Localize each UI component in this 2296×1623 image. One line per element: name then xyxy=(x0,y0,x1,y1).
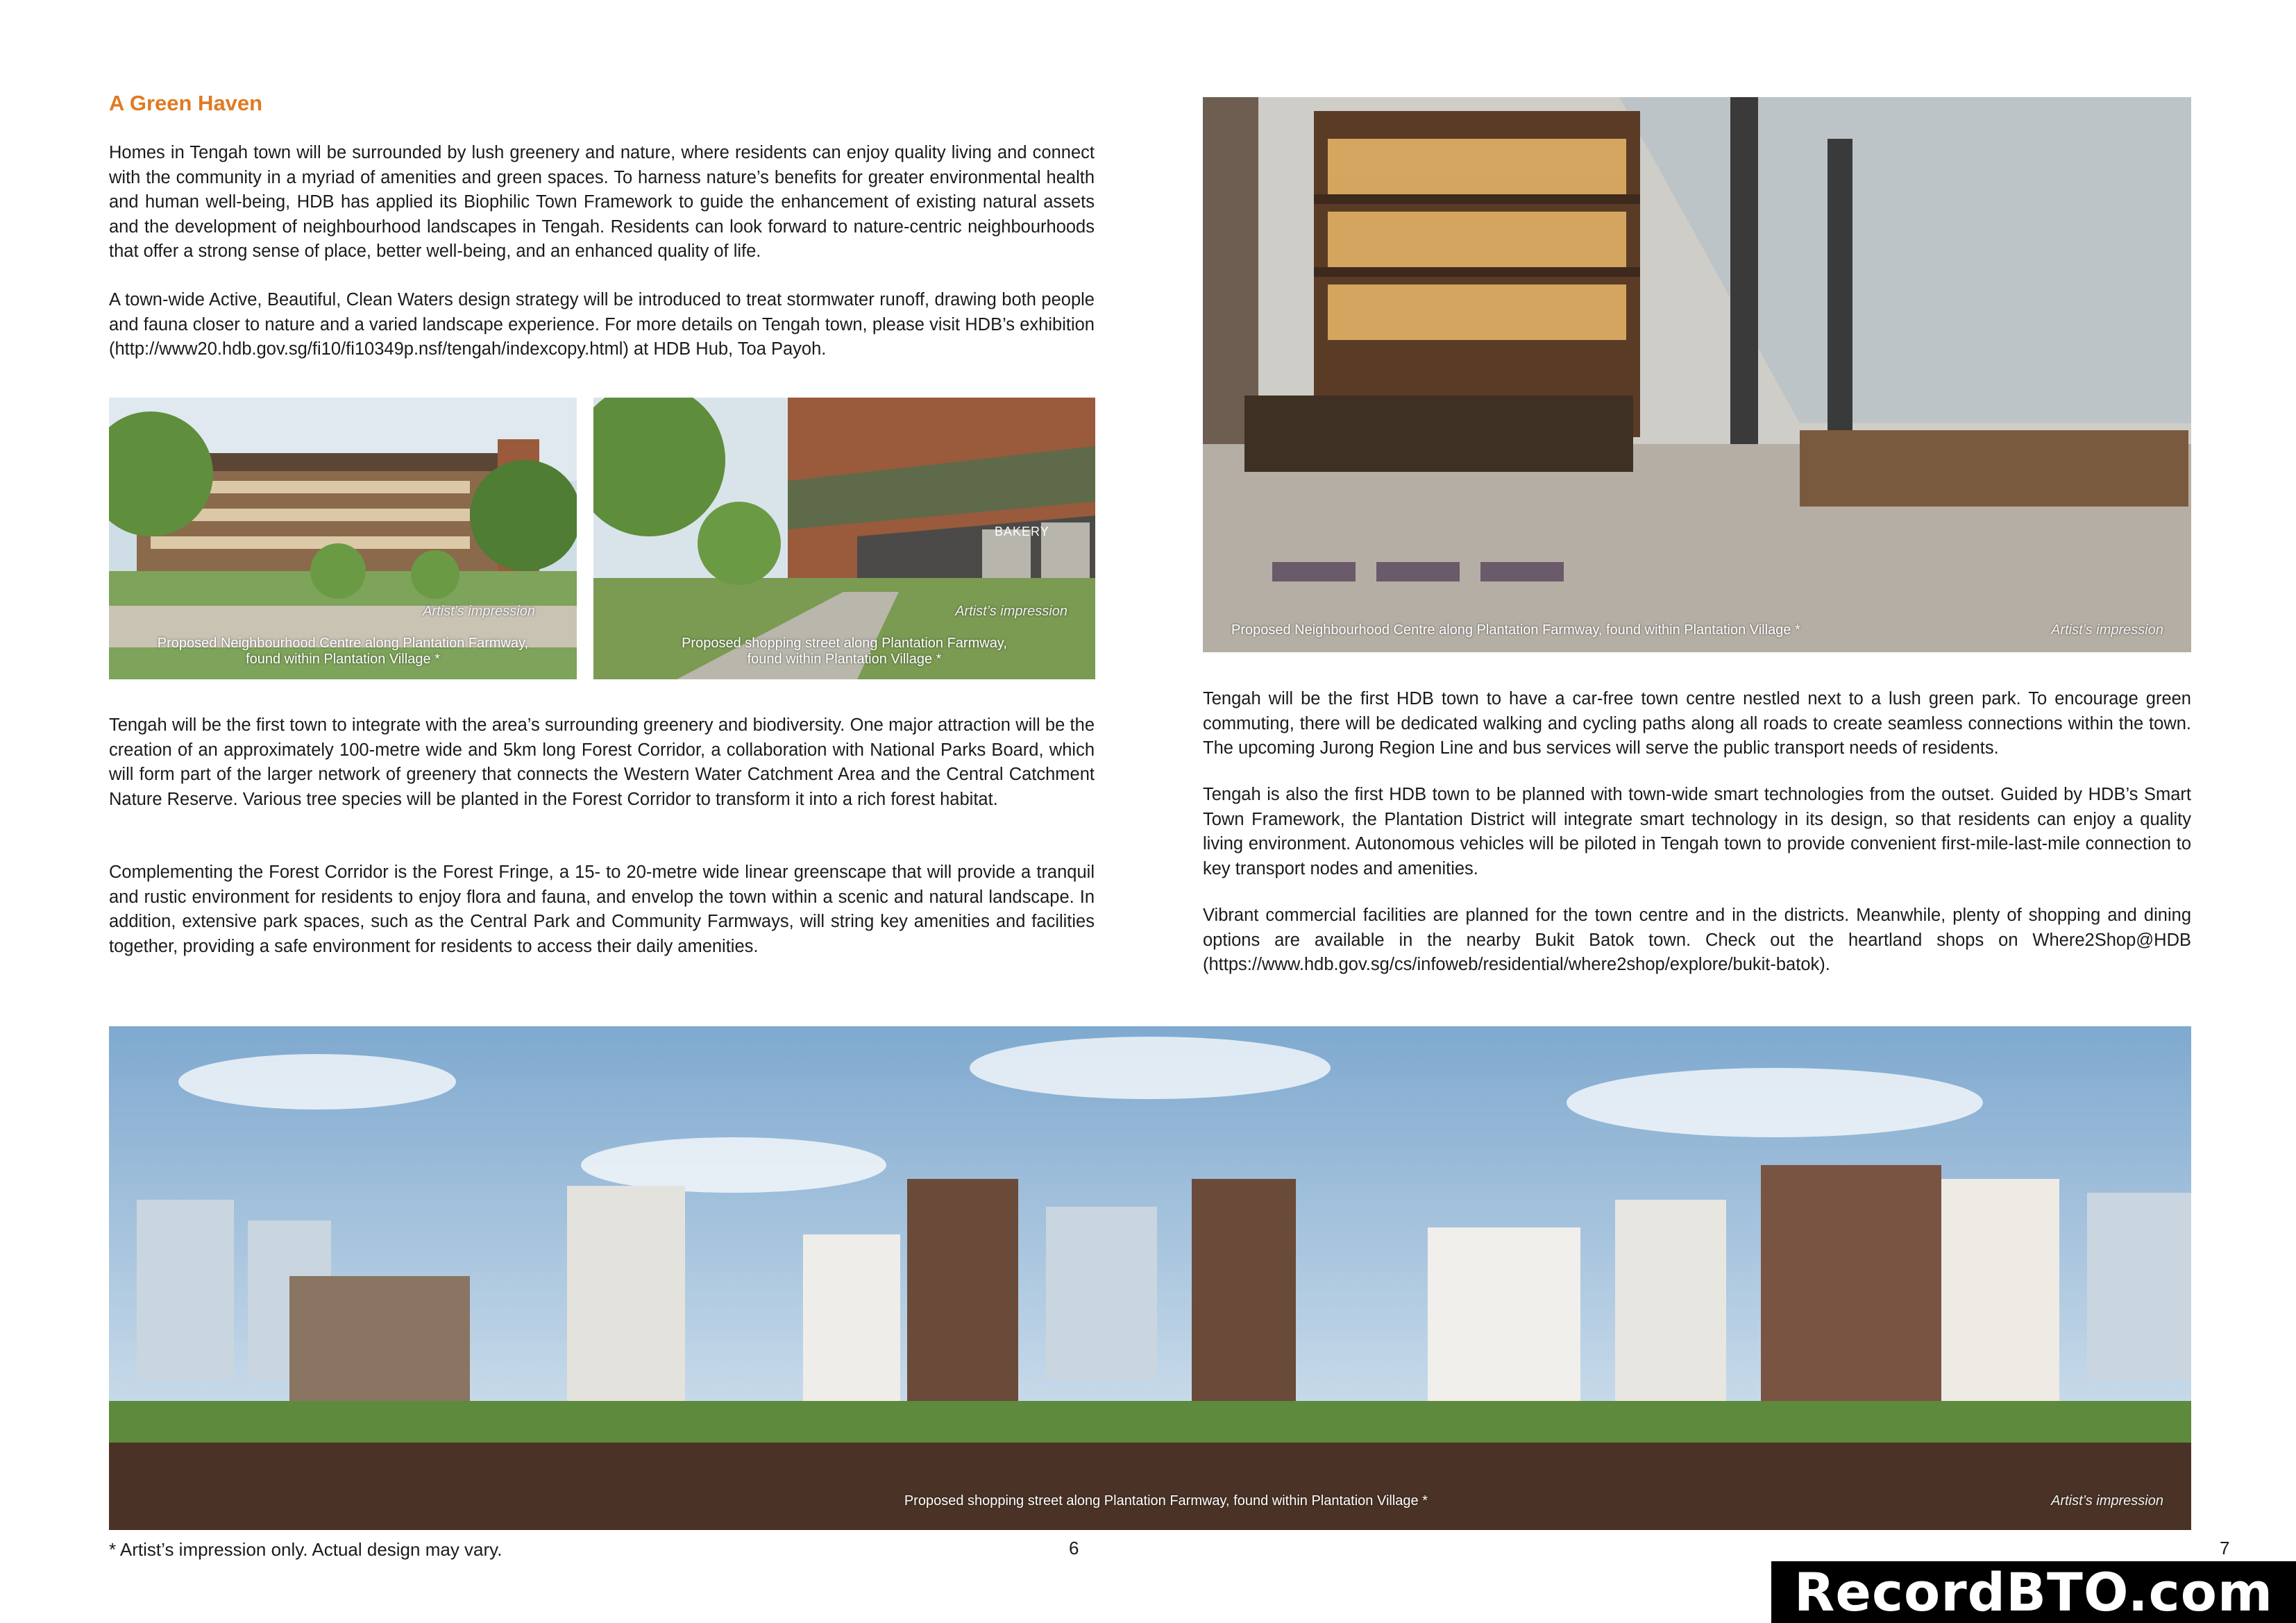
intro-paragraph: Homes in Tengah town will be surrounded by lush greenery and nature, where residents can enjoy quality living and connect with the community in a myriad of amenities and green spaces. To harness nature’s benefits for greater environmental health and human well-being, HDB has applied its Biophilic Town Framework to guide the enhancement of existing natural assets and the development of neighbourhood landscapes in Tengah. Residents can look forward to nature-centric neighbourhoods that offer a strong sense of place, better well-being, and an enhanced quality of life. xyxy=(109,143,1095,261)
commercial-paragraph: Vibrant commercial facilities are planned for the town centre and in the districts. Meanwhile, plenty of shopping and dining options are available in the nearby Bukit Batok town. Check out the heartland shops on Where2Shop@HDB (https://www.hdb.gov.sg/cs/infoweb/residential/where2shop/explore/bukit-batok). xyxy=(1203,906,2191,974)
page-number-right: 7 xyxy=(2220,1538,2230,1558)
panorama-caption: Proposed shopping street along Plantation Farmway, found within Plantation Village * xyxy=(904,1493,1428,1509)
caption-line: Proposed Neighbourhood Centre along Plantation Farmway, xyxy=(157,636,529,651)
caption-line: found within Plantation Village * xyxy=(747,652,942,667)
neighbourhood-centre-atrium-image xyxy=(1203,97,2191,652)
abc-waters-paragraph: A town-wide Active, Beautiful, Clean Waters design strategy will be introduced to treat stormwater runoff, drawing both people and fauna closer to nature and a varied landscape experience. For more details on Tengah town, please visit HDB’s exhibition (http://www20.hdb.gov.sg/fi10/fi10349p.nsf/tengah/indexcopy.html) at HDB Hub, Toa Payoh. xyxy=(109,290,1095,359)
caption-line: found within Plantation Village * xyxy=(246,652,440,667)
forest-fringe-paragraph: Complementing the Forest Corridor is the Forest Fringe, a 15- to 20-metre wide linear greenscape that will provide a tranquil and rustic environment for residents to enjoy flora and fauna, and envelop the town within a scenic and natural landscape. In addition, extensive park spaces, such as the Central Park and Community Farmways, will string key amenities and facilities together, providing a safe environment for residents to access their daily amenities. xyxy=(109,863,1095,956)
artist-impression-label: Artist’s impression xyxy=(955,604,1067,619)
section-heading: A Green Haven xyxy=(109,91,263,115)
neighbourhood-centre-image xyxy=(109,398,577,679)
artist-impression-label: Artist’s impression xyxy=(423,604,535,619)
artist-impression-label: Artist’s impression xyxy=(2051,622,2163,638)
panorama-image xyxy=(109,1026,2191,1530)
shopping-street-image xyxy=(593,398,1095,679)
page-number-left: 6 xyxy=(1069,1538,1079,1558)
footnote: * Artist’s impression only. Actual design may vary. xyxy=(109,1539,503,1560)
forest-corridor-paragraph: Tengah will be the first town to integrate with the area’s surrounding greenery and biodiversity. One major attraction will be the creation of an approximately 100-metre wide and 5km long Forest Corridor, a collaboration with National Parks Board, which will form part of the larger network of greenery that connects the Western Water Catchment Area and the Central Catchment Nature Reserve. Various tree species will be planted in the Forest Corridor to transform it into a rich forest habitat. xyxy=(109,715,1095,809)
watermark-banner: RecordBTO.com xyxy=(1771,1561,2296,1623)
caption-line: Proposed shopping street along Plantation Farmway, xyxy=(682,636,1007,651)
bakery-sign: BAKERY xyxy=(995,525,1049,538)
neighbourhood-centre-caption xyxy=(109,636,577,668)
atrium-caption: Proposed Neighbourhood Centre along Plantation Farmway, found within Plantation Village * xyxy=(1231,622,1800,638)
shopping-street-caption xyxy=(593,636,1095,668)
smart-town-paragraph: Tengah is also the first HDB town to be planned with town-wide smart technologies from the outset. Guided by HDB’s Smart Town Framework, the Plantation District will integrate smart technology in its design, so that residents can enjoy a quality living environment. Autonomous vehicles will be piloted in Tengah town to provide convenient first-mile-last-mile connection to key transport nodes and amenities. xyxy=(1203,785,2191,878)
car-free-paragraph: Tengah will be the first HDB town to have a car-free town centre nestled next to a lush green park. To encourage green commuting, there will be dedicated walking and cycling paths along all roads to create seamless connections within the town. The upcoming Jurong Region Line and bus services will serve the public transport needs of residents. xyxy=(1203,689,2191,758)
artist-impression-label: Artist’s impression xyxy=(2051,1493,2163,1509)
